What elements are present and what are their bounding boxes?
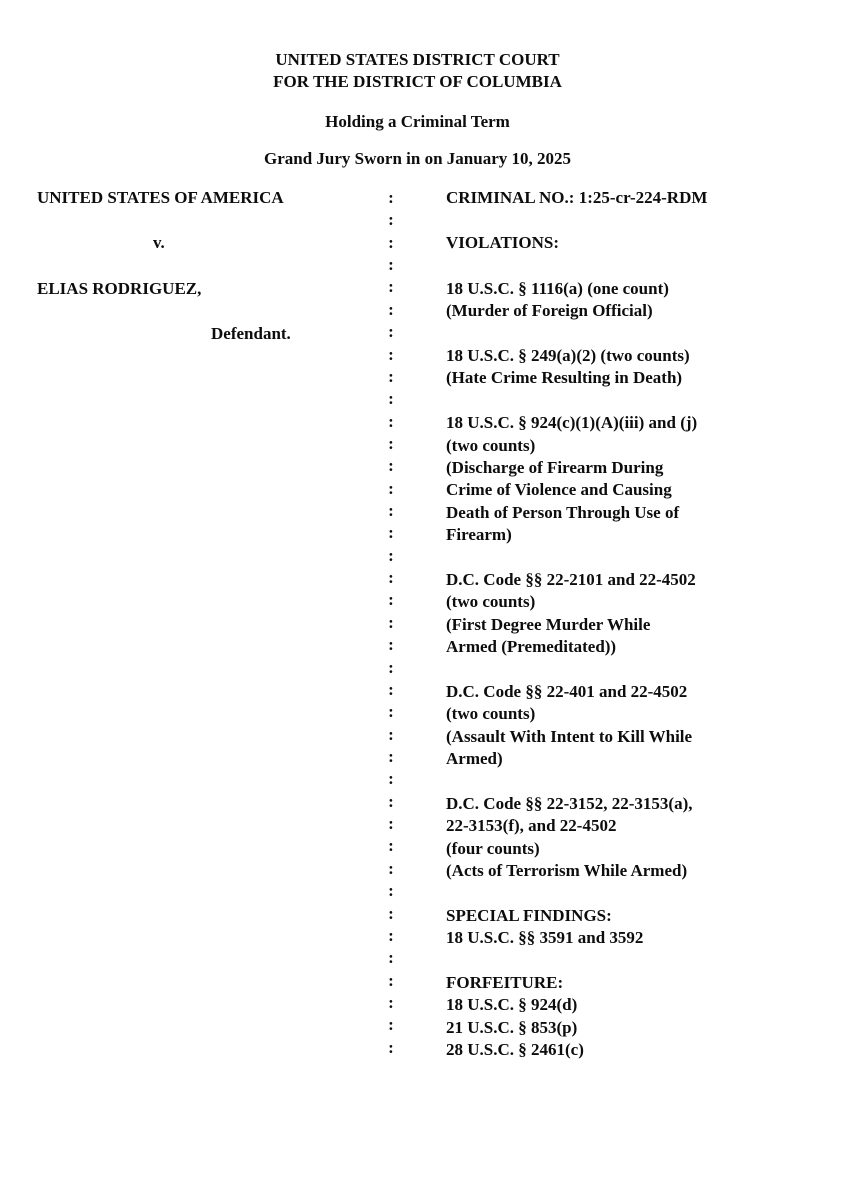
- caption-colon: :: [388, 456, 394, 475]
- caption-colon: :: [388, 658, 394, 677]
- caption-colon: :: [388, 188, 394, 207]
- defendant-name: ELIAS RODRIGUEZ,: [37, 279, 202, 298]
- charge-line: D.C. Code §§ 22-401 and 22-4502: [446, 682, 688, 701]
- caption-colon: :: [388, 859, 394, 878]
- caption-colon: :: [388, 792, 394, 811]
- charge-line: 18 U.S.C. § 924(c)(1)(A)(iii) and (j): [446, 413, 698, 432]
- charge-line: Firearm): [446, 525, 512, 544]
- forfeiture-line: 18 U.S.C. § 924(d): [446, 995, 578, 1014]
- caption-colon: :: [388, 881, 394, 900]
- caption-colon: :: [388, 233, 394, 252]
- caption-colon: :: [388, 769, 394, 788]
- caption-colon: :: [388, 725, 394, 744]
- charge-line: Death of Person Through Use of: [446, 503, 680, 522]
- caption-colon: :: [388, 747, 394, 766]
- forfeiture-heading: FORFEITURE:: [446, 973, 564, 992]
- charge-line: Armed): [446, 749, 503, 768]
- caption-colon: :: [388, 210, 394, 229]
- forfeiture-line: 21 U.S.C. § 853(p): [446, 1018, 578, 1037]
- caption-colon: :: [388, 434, 394, 453]
- caption-colon: :: [388, 412, 394, 431]
- caption-colon: :: [388, 523, 394, 542]
- court-district: FOR THE DISTRICT OF COLUMBIA: [273, 72, 562, 91]
- caption-colon: :: [388, 926, 394, 945]
- charge-line: (First Degree Murder While: [446, 615, 651, 634]
- court-name: UNITED STATES DISTRICT COURT: [275, 50, 560, 69]
- caption-colon: :: [388, 1038, 394, 1057]
- caption-colon: :: [388, 568, 394, 587]
- violations-heading: VIOLATIONS:: [446, 233, 560, 252]
- special-findings-line: 18 U.S.C. §§ 3591 and 3592: [446, 928, 644, 947]
- criminal-number: CRIMINAL NO.: 1:25-cr-224-RDM: [446, 188, 708, 207]
- caption-colon: :: [388, 680, 394, 699]
- caption-colon: :: [388, 479, 394, 498]
- grand-jury-date: Grand Jury Sworn in on January 10, 2025: [264, 149, 571, 168]
- caption-colon: :: [388, 836, 394, 855]
- caption-colon: :: [388, 300, 394, 319]
- caption-colon: :: [388, 277, 394, 296]
- forfeiture-line: 28 U.S.C. § 2461(c): [446, 1040, 584, 1059]
- caption-colon: :: [388, 814, 394, 833]
- caption-colon: :: [388, 590, 394, 609]
- caption-colon: :: [388, 702, 394, 721]
- charge-line: (two counts): [446, 436, 536, 455]
- charge-line: 22-3153(f), and 22-4502: [446, 816, 617, 835]
- special-findings-heading: SPECIAL FINDINGS:: [446, 906, 612, 925]
- charge-line: (Hate Crime Resulting in Death): [446, 368, 683, 387]
- caption-colon: :: [388, 971, 394, 990]
- caption-colon: :: [388, 501, 394, 520]
- charge-line: D.C. Code §§ 22-2101 and 22-4502: [446, 570, 696, 589]
- caption-colon: :: [388, 389, 394, 408]
- charge-line: (Assault With Intent to Kill While: [446, 727, 693, 746]
- charge-line: (Murder of Foreign Official): [446, 301, 653, 320]
- caption-colon: :: [388, 613, 394, 632]
- charge-line: Armed (Premeditated)): [446, 637, 617, 656]
- caption-colon: :: [388, 546, 394, 565]
- caption-colon: :: [388, 255, 394, 274]
- charge-line: (Discharge of Firearm During: [446, 458, 664, 477]
- charge-line: (Acts of Terrorism While Armed): [446, 861, 688, 880]
- versus: v.: [153, 233, 165, 252]
- charge-line: (two counts): [446, 704, 536, 723]
- criminal-term: Holding a Criminal Term: [325, 112, 510, 131]
- charge-line: (two counts): [446, 592, 536, 611]
- caption-colon: :: [388, 948, 394, 967]
- charge-line: 18 U.S.C. § 249(a)(2) (two counts): [446, 346, 690, 365]
- caption-colon: :: [388, 322, 394, 341]
- plaintiff-name: UNITED STATES OF AMERICA: [37, 188, 284, 207]
- caption-colon: :: [388, 635, 394, 654]
- caption-colon: :: [388, 1015, 394, 1034]
- charge-line: (four counts): [446, 839, 540, 858]
- defendant-label: Defendant.: [211, 324, 291, 343]
- caption-colon: :: [388, 367, 394, 386]
- caption-colon: :: [388, 345, 394, 364]
- caption-colon: :: [388, 993, 394, 1012]
- charge-line: 18 U.S.C. § 1116(a) (one count): [446, 279, 669, 298]
- caption-colon: :: [388, 904, 394, 923]
- charge-line: Crime of Violence and Causing: [446, 480, 672, 499]
- charge-line: D.C. Code §§ 22-3152, 22-3153(a),: [446, 794, 693, 813]
